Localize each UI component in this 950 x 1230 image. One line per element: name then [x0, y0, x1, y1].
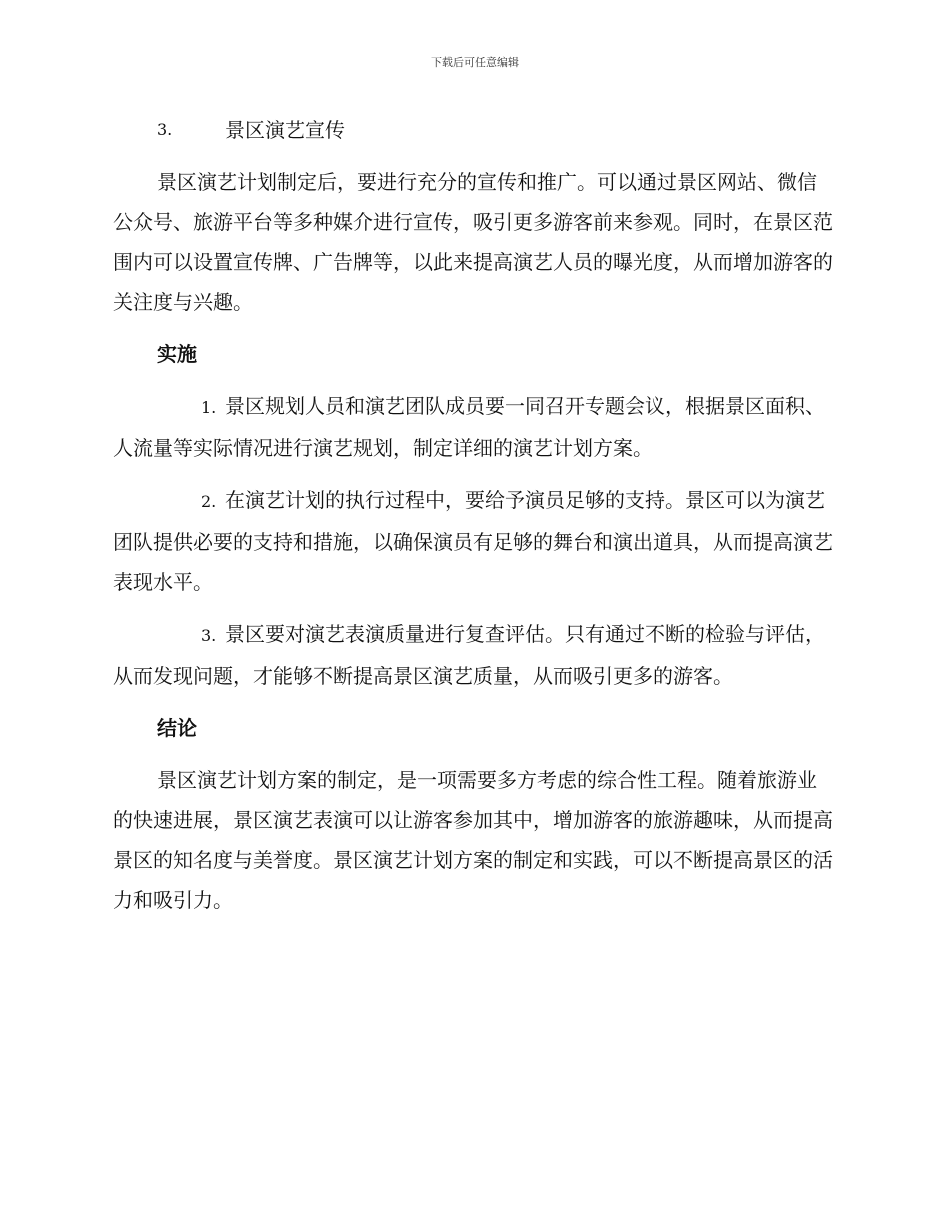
page-header: 下载后可任意编辑	[431, 56, 519, 69]
promo-paragraph: 景区演艺计划制定后，要进行充分的宣传和推广。可以通过景区网站、微信公众号、旅游平台等多种媒介进行宣传，吸引更多游客前来参观。同时，在景区范围内可以设置宣传牌、广告牌等，以此来提高演艺人员的曝光度，从而增加游客的关注度与兴趣。	[113, 170, 833, 314]
section-heading-implement: 实施	[157, 342, 197, 366]
list-item	[113, 386, 835, 468]
promo-title: 景区演艺宣传	[225, 118, 345, 142]
list-item	[113, 480, 835, 602]
item-number: 3.	[201, 626, 217, 645]
item-number: 3.	[157, 120, 173, 139]
document-body	[113, 110, 835, 932]
item-number: 2.	[201, 492, 217, 511]
list-item-text: 在演艺计划的执行过程中，要给予演员足够的支持。景区可以为演艺团队提供必要的支持和措施，以确保演员有足够的舞台和演出道具，从而提高演艺表现水平。	[113, 488, 833, 594]
conclusion-paragraph: 景区演艺计划方案的制定，是一项需要多方考虑的综合性工程。随着旅游业的快速进展，景区演艺表演可以让游客参加其中，增加游客的旅游趣味，从而提高景区的知名度与美誉度。景区演艺计划方案的制定和实践，可以不断提高景区的活力和吸引力。	[113, 768, 833, 912]
list-item	[113, 614, 835, 696]
promo-title-item	[113, 110, 835, 150]
list-item-text: 景区规划人员和演艺团队成员要一同召开专题会议，根据景区面积、人流量等实际情况进行演艺规划，制定详细的演艺计划方案。	[113, 394, 825, 460]
section-heading-conclusion: 结论	[157, 716, 197, 740]
list-item-text: 景区要对演艺表演质量进行复查评估。只有通过不断的检验与评估，从而发现问题，才能够不断提高景区演艺质量，从而吸引更多的游客。	[113, 622, 825, 688]
item-number: 1.	[201, 398, 217, 417]
